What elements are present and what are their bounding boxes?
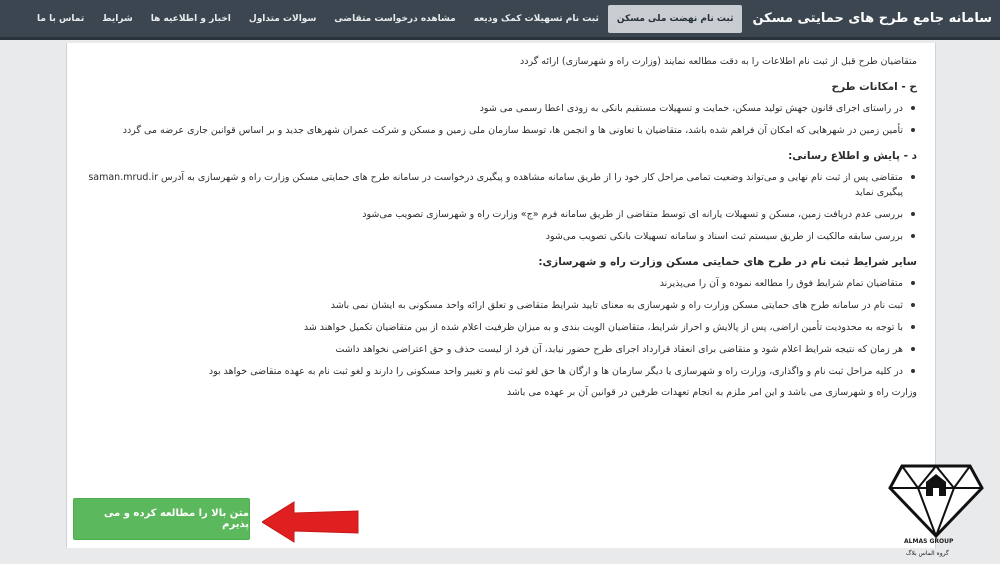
facilities-list xyxy=(85,101,917,138)
intro-text: متقاضیان طرح قبل از ثبت نام اطلاعات را به دقت مطالعه نمایند (وزارت راه و شهرسازی) ارائه گردد xyxy=(520,56,917,67)
list-item: در راستای اجرای قانون جهش تولید مسکن، حمایت و تسهیلات مستقیم بانکی به زودی اعطا رسمی می شود xyxy=(85,101,917,116)
monitoring-list xyxy=(85,170,917,244)
list-item: با توجه به محدودیت تأمین اراضی، پس از پالایش و احراز شرایط، متقاضیان الویت بندی و به میزان ظرفیت اعلام شده از بین متقاضیان تکمیل خواهند شد xyxy=(85,320,917,335)
list-item: بررسی عدم دریافت زمین، مسکن و تسهیلات یارانه ای توسط متقاضی از طریق سامانه فرم «ج» وزارت راه و شهرسازی تصویب می‌شود xyxy=(85,207,917,222)
diamond-logo-icon xyxy=(888,452,984,562)
list-item: در کلیه مراحل ثبت نام و واگذاری، وزارت راه و شهرسازی یا دیگر سازمان ها و ارگان ها حق لغو ثبت نام و تغییر واحد مسکونی را دارند و لغو ثبت نام به عهده متقاضی خواهد بود xyxy=(85,364,917,379)
nav-item-faq[interactable]: سوالات متداول xyxy=(248,13,317,24)
main-nav xyxy=(28,0,742,39)
list-item: هر زمان که نتیجه شرایط اعلام شود و متقاضی برای انعقاد قرارداد اجرای طرح حضور نیابد، آن فرد از لیست حذف و حق اعتراضی نخواهد داشت xyxy=(85,342,917,357)
nav-item-contact[interactable]: تماس با ما xyxy=(37,13,85,24)
closing-text: وزارت راه و شهرسازی می باشد و این امر ملزم به انجام تعهدات طرفین در قوانین آن بر عهده می باشد xyxy=(506,387,917,398)
nav-item-national-housing[interactable]: ثبت نام نهضت ملی مسکن xyxy=(608,5,743,33)
logo-caption: ALMAS GROUP xyxy=(904,538,954,545)
section-heading-monitoring: د - پایش و اطلاع رسانی: xyxy=(788,150,917,162)
list-item: ثبت نام در سامانه طرح های حمایتی مسکن وزارت راه و شهرسازی به معنای تایید شرایط متقاضی و تعلق ارائه واحد مسکونی به ایشان نمی باشد xyxy=(85,298,917,313)
site-title[interactable]: سامانه جامع طرح های حمایتی مسکن xyxy=(752,11,992,26)
terms-panel xyxy=(66,43,936,548)
list-item: بررسی سابقه مالکیت از طریق سیستم ثبت اسناد و سامانه تسهیلات بانکی تصویب می‌شود xyxy=(85,229,917,244)
red-arrow-icon xyxy=(262,500,360,544)
nav-item-news[interactable]: اخبار و اطلاعیه ها xyxy=(150,13,231,24)
logo-subcaption: گروه الماس بلاگ xyxy=(906,550,949,557)
list-item: متقاضیان تمام شرایط فوق را مطالعه نموده و آن را می‌پذیرند xyxy=(85,276,917,291)
section-heading-other-conditions: سایر شرایط ثبت نام در طرح های حمایتی مسکن وزارت راه و شهرسازی: xyxy=(538,256,917,268)
section-heading-facilities: ح - امکانات طرح xyxy=(831,81,917,93)
accept-terms-button[interactable]: متن بالا را مطالعه کرده و می پذیرم xyxy=(73,498,250,540)
nav-item-rent-deposit-loan[interactable]: ثبت نام تسهیلات کمک ودیعه xyxy=(473,13,599,24)
nav-item-view-request[interactable]: مشاهده درخواست متقاضی xyxy=(334,13,456,24)
top-navbar xyxy=(0,0,1000,40)
other-conditions-list xyxy=(85,276,917,379)
list-item: تأمین زمین در شهرهایی که امکان آن فراهم شده باشد، متقاضیان با تعاونی ها و انجمن ها، توسط سازمان ملی زمین و مسکن و شرکت عمران شهرهای جدید و بر اساس قوانین جاری عرضه می گردد xyxy=(85,123,917,138)
list-item: متقاضی پس از ثبت نام نهایی و می‌تواند وضعیت تمامی مراحل کار خود را از طریق سامانه مشاهده و پیگیری درخواست در سامانه طرح های حمایتی مسکن وزارت راه و شهرسازی به آدرس saman.mrud.ir پیگیری نماید xyxy=(85,170,917,200)
nav-item-conditions[interactable]: شرایط xyxy=(102,13,133,24)
